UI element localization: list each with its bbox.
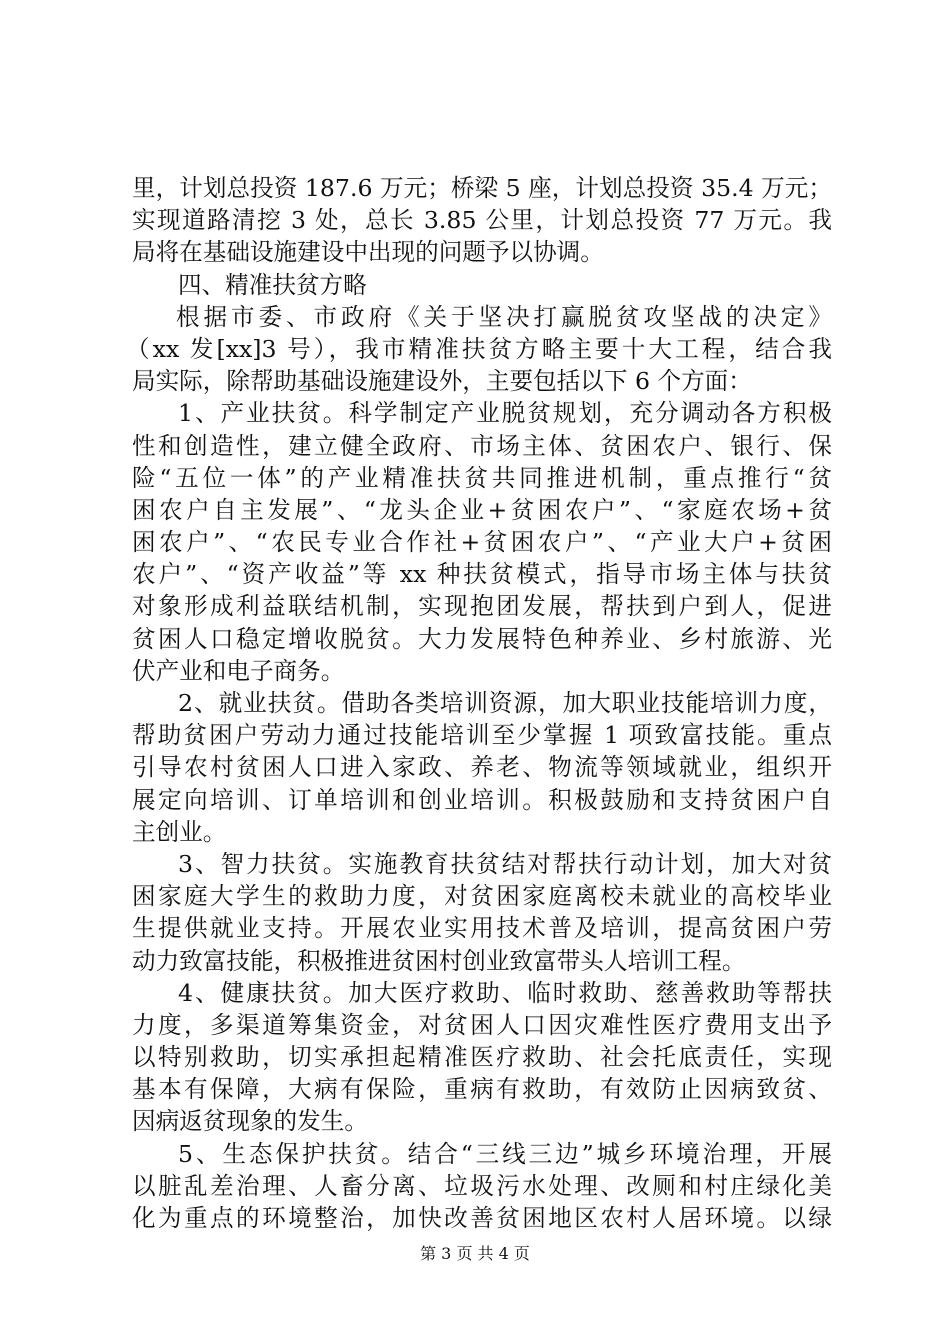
section-heading: 四、精准扶贫方略 [178,270,367,299]
text-line: 以脏乱差治理、人畜分离、垃圾污水处理、改厕和村庄绿化美 [132,1171,832,1200]
text-line: 力度，多渠道筹集资金，对贫困人口因灾难性医疗费用支出予 [132,1010,832,1039]
text-line: 生提供就业支持。开展农业实用技术普及培训，提高贫困户劳 [132,914,832,943]
text-line: 化为重点的环境整治，加快改善贫困地区农村人居环境。以绿 [132,1204,832,1232]
paragraph-start-line: 3、智力扶贫。实施教育扶贫结对帮扶行动计划，加大对贫 [178,849,832,878]
text-line: 农户”、“资产收益”等 xx 种扶贫模式，指导市场主体与扶贫 [132,560,832,589]
text-line: 局实际，除帮助基础设施建设外，主要包括以下 6 个方面： [132,367,752,396]
text-line: 以特别救助，切实承担起精准医疗救助、社会托底责任，实现 [132,1043,832,1072]
text-line: 困农户自主发展”、“龙头企业+贫困农户”、“家庭农场+贫 [132,495,832,524]
text-line: 实现道路清挖 3 处，总长 3.85 公里，计划总投资 77 万元。我 [132,206,832,235]
text-line: 伏产业和电子商务。 [132,656,345,685]
text-line: （xx 发[xx]3 号），我市精准扶贫方略主要十大工程，结合我 [126,334,832,363]
text-line: 主创业。 [132,817,227,846]
text-line: 引导农村贫困人口进入家政、养老、物流等领域就业，组织开 [132,753,832,782]
text-line: 基本有保障，大病有保险，重病有救助，有效防止因病致贫、 [132,1075,832,1104]
text-line: 根据市委、市政府《关于坚决打赢脱贫攻坚战的决定》 [176,302,832,331]
paragraph-start-line: 2、就业扶贫。借助各类培训资源，加大职业技能培训力度， [178,689,832,717]
page-number-label: 第 3 页 共 4 页 [420,1244,530,1263]
text-line: 困农户”、“农民专业合作社+贫困农户”、“产业大户+贫困 [132,528,832,557]
paragraph-start-line: 5、生态保护扶贫。结合“三线三边”城乡环境治理，开展 [178,1139,832,1168]
text-line: 贫困人口稳定增收脱贫。大力发展特色种养业、乡村旅游、光 [132,624,832,653]
document-body [126,172,832,1234]
text-line: 里，计划总投资 187.6 万元；桥梁 5 座，计划总投资 35.4 万元； [132,174,832,202]
paragraph-start-line: 1、产业扶贫。科学制定产业脱贫规划，充分调动各方积极 [178,399,832,428]
paragraph-start-line: 4、健康扶贫。加大医疗救助、临时救助、慈善救助等帮扶 [178,978,832,1007]
text-line: 帮助贫困户劳动力通过技能培训至少掌握 1 项致富技能。重点 [132,721,832,750]
text-line: 动力致富技能，积极推进贫困村创业致富带头人培训工程。 [132,946,746,975]
text-line: 因病返贫现象的发生。 [132,1107,368,1136]
text-line: 险“五位一体”的产业精准扶贫共同推进机制，重点推行“贫 [132,463,832,492]
text-line: 性和创造性，建立健全政府、市场主体、贫困农户、银行、保 [132,431,832,460]
page-footer [0,1244,950,1264]
text-line: 局将在基础设施建设中出现的问题予以协调。 [132,238,604,267]
text-line: 对象形成利益联结机制，实现抱团发展，帮扶到户到人，促进 [132,592,832,621]
text-line: 展定向培训、订单培训和创业培训。积极鼓励和支持贫困户自 [132,785,832,814]
text-line: 困家庭大学生的救助力度，对贫困家庭离校未就业的高校毕业 [132,882,832,911]
